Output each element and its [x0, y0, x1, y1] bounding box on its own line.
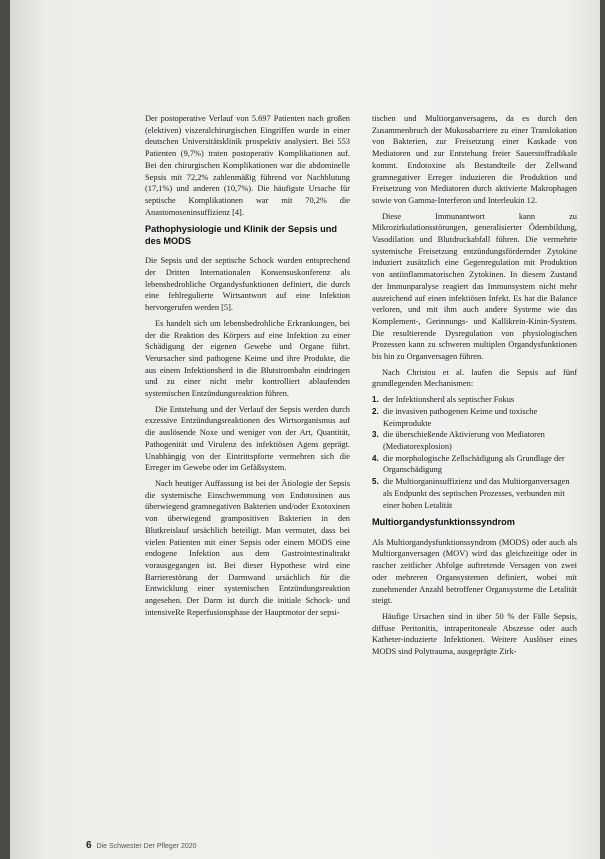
list-number: 4.	[372, 453, 379, 463]
document-page	[10, 0, 600, 859]
paragraph: Als Multiorgandysfunktionssyndrom (MODS) oder auch als Multiorganversagen (MOV) wird das gleichzeitige oder in rascher zeitlicher Abfolge auftretende Versagen von zwei oder mehreren Organsystemen definiert, wobei mit zunehmender Anzahl betroffener Organsysteme die Letalität steigt.	[372, 537, 577, 606]
paragraph: Häufige Ursachen sind in über 50 % der Fälle Sepsis, diffuse Peritonitis, intraperitoneale Abszesse oder auch Katheter-induzierte Infektionen. Weitere Auslöser eines MODS sind Polytrauma, ausgeprägte Zirk-	[372, 611, 577, 657]
list-number: 3.	[372, 430, 379, 440]
list-number: 5.	[372, 477, 379, 487]
paragraph: Es handelt sich um lebensbedrohliche Erkrankungen, bei der die Reaktion des Körpers auf eine Infektion zu einer Schädigung der eigenen Gewebe und Organe führt. Verursacher sind pathogene Keime und ihre Produkte, die aus einem Infektionsherd in die Blutstrombahn eindringen und zu einer nicht mehr kontrolliert ablaufenden systemischen Entzündungsreaktion führen.	[145, 318, 350, 399]
list-text: die invasiven pathogenen Keime und toxische Keimprodukte	[383, 406, 538, 428]
list-item	[372, 394, 577, 406]
paragraph: Der postoperative Verlauf von 5.697 Patienten nach großen (elektiven) viszeralchirurgischen Eingriffen wurde in einer deutschen Universitätsklinik prospektiv analysiert. Bei 553 Patienten (9,7%) traten postoperativ Komplikationen auf. Bei den chirurgischen Komplikationen war die abdominelle Sepsis mit 72,2% zahlenmäßig führend vor Nachblutung (17,1%) und anderen (10,7%). Die häufigste Ursache für septische Komplikationen war mit 70,2% die Anastomoseninsuffizienz [4].	[145, 114, 350, 217]
page-footer	[86, 840, 197, 851]
list-number: 1.	[372, 395, 379, 405]
paragraph: Die Sepsis und der septische Schock wurden entsprechend der Dritten Internationalen Konsensuskonferenz als lebensbedrohliche Organdysfunktionen definiert, die durch eine fehlregulierte Wirtsantwort auf eine Infektion hervorgerufen werden [5].	[145, 256, 350, 313]
paragraph: Die Entstehung und der Verlauf der Sepsis werden durch exzessive Entzündungsreaktionen des Wirtsorganismus auf die auslösende Noxe und weniger von der Art, Quantität, Pathogenität und Virulenz des infektiösen Agens geprägt. Unabhängig von der Eintrittspforte vermehren sich die Erreger im Gewebe oder im Gefäßsystem.	[145, 404, 350, 473]
list-number: 2.	[372, 406, 379, 416]
list-text: die morphologische Zellschädigung als Grundlage der Organschädigung	[383, 453, 565, 475]
paragraph: Nach Christou et al. laufen die Sepsis auf fünf grundlegenden Mechanismen:	[372, 367, 577, 389]
list-item	[372, 429, 577, 452]
paragraph: tischen und Multiorganversagens, da es durch den Zusammenbruch der Mukosabarriere zu einer Translokation von Bakterien, zur Freisetzung einer Kaskade von Mediatoren und zur Entstehung freier Sauerstoffradikale kommt. Endotoxine als Bestandteile der Zellwand gramnegativer Erreger induzieren die Produktion und Freisetzung von Mediatoren durch aktivierte Makrophagen sowie von Gamma-Interferon und Interleukin 12.	[372, 114, 577, 205]
footer-text: Die Schwester Der Pfleger 2020	[96, 843, 197, 850]
list-item	[372, 453, 577, 476]
paragraph: Nach heutiger Auffassung ist bei der Ätiologie der Sepsis die systemische Einschwemmung von Endotoxinen aus überwiegend gramnegativen Bakterien und/oder Exotoxinen von überwiegend grampositiven Bakterien in den Blutkreislauf ursächlich beteiligt. Man vermutet, dass bei vielen Patienten mit einer Sepsis oder einem MODS eine endogene Infektion aus dem Gastrointestinaltrakt vorausgegangen ist. Bei dieser Hypothese wird eine Barrierestörung der Darmwand ursächlich für die Entwicklung einer systemischen Entzündungsreaktion angesehen. Der Darm ist durch die initiale Schock- und intensiveRe Reperfusionsphase der Hauptmotor der sepsi-	[145, 478, 350, 617]
left-column	[145, 113, 350, 622]
list-text: die Multiorganinsuffizienz und das Multiorganversagen als Endpunkt des septischen Prozesses, verbunden mit einer hohen Letalität	[383, 477, 570, 510]
list-text: die überschießende Aktivierung von Mediatoren (Mediatorexplosion)	[383, 430, 545, 451]
paragraph: Diese Immunantwort kann zu Mikrozirkulationsstörungen, generalisierter Ödembildung, Vasodilation und Blutdruckabfall führen. Die vermehrte systemische Freisetzung entzündungsfördernder Zytokine induziert zusätzlich eine Gegenregulation mit Produktion von antiinflammatorischen Zytokinen. In diesem Zustand der Immunparalyse reagiert das Immunsystem nicht mehr ausreichend auf einen infektiösen Infekt. Es hat die Balance verloren, und mit ihm auch andere Systeme wie das Komplement-, Gerinnungs- und Kallikrein-Kinin-System. Die resultierende Dysregulation von physiologischen Prozessen kann zu schweren multiplen Organdysfunktionen bis hin zu Organversagen führen.	[372, 211, 577, 362]
section-heading: Multiorgandysfunktionssyndrom	[372, 517, 515, 528]
list-item	[372, 406, 577, 429]
page-number: 6	[86, 840, 92, 851]
mechanism-list	[372, 394, 577, 511]
right-column	[372, 113, 577, 662]
section-heading: Pathophysiologie und Klinik der Sepsis und des MODS	[145, 224, 337, 246]
list-item	[372, 476, 577, 511]
list-text: der Infektionsherd als septischer Fokus	[383, 395, 515, 405]
